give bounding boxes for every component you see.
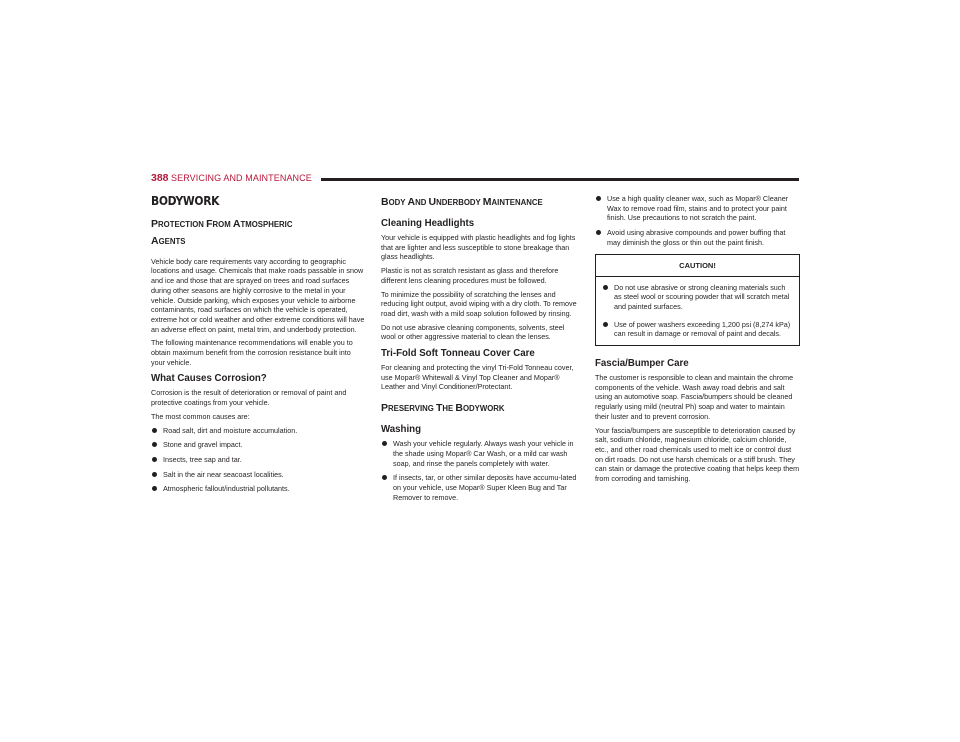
wax-list <box>595 194 800 248</box>
corrosion-heading: What Causes Corrosion? <box>151 373 267 385</box>
caution-title: CAUTION! <box>596 255 799 277</box>
list-item: Avoid using abrasive compounds and power buffing that may diminish the gloss or thin out the paint finish. <box>595 228 800 247</box>
list-item: Wash your vehicle regularly. Always wash your vehicle in the shade using Mopar® Car Wash, or a mild car wash soap, and rinse the panels completely with water. <box>381 439 579 468</box>
body-maintenance-heading: BODY AND UNDERBODY MAINTENANCE <box>381 196 543 208</box>
list-item: Do not use abrasive or strong cleaning materials such as steel wool or scouring powder that will scratch metal and painted surfaces. <box>602 283 793 312</box>
washing-heading: Washing <box>381 424 422 436</box>
list-item: Road salt, dirt and moisture accumulation. <box>151 426 365 436</box>
preserving-heading: PRESERVING THE BODYWORK <box>381 402 505 415</box>
washing-list <box>381 439 579 502</box>
caution-list <box>602 283 793 340</box>
headlights-heading: Cleaning Headlights <box>381 218 475 229</box>
list-item: Use a high quality cleaner wax, such as Mopar® Cleaner Wax to remove road film, stains and to protect your paint finish. Use precautions to not scratch the paint. <box>595 194 800 223</box>
protection-para-2: The following maintenance recommendations will enable you to obtain maximum benefit from the corrosion resistance built into your vehicle. <box>151 338 353 367</box>
headlights-para-2: Plastic is not as scratch resistant as glass and therefore different lens cleaning procedures must be followed. <box>381 266 559 285</box>
caution-body <box>596 277 799 346</box>
column-right <box>595 194 800 488</box>
corrosion-para-2: The most common causes are: <box>151 411 250 421</box>
headlights-para-3: To minimize the possibility of scratching the lenses and reducing light output, avoid wiping with a dry cloth. To remove road dirt, wash with a mild soap solution followed by rinsing. <box>381 289 577 318</box>
fascia-para-2: Your fascia/bumpers are susceptible to deterioration caused by salt, sodium chloride, magnesium chloride, calcium chloride, etc., and other road chemicals used to melt ice or control dust on dirt roads. Do not use harsh chemicals or a stiff brush. They can stain or damage the protective coating that helps keep them from corroding and tarnishing. <box>595 425 800 484</box>
protection-para-1: Vehicle body care requirements vary according to geographic locations and usage. Chemicals that make roads passable in snow and ice and those that are sprayed on trees and road surfaces during other seasons are highly corrosive to the metal in your vehicle. Outside parking, which exposes your vehicle to airborne contaminants, road surfaces on which the vehicle is operated, extreme hot or cold weather and other extreme conditions will have an adverse effect on paint, metal trim, and underbody protection. <box>151 256 365 334</box>
list-item: Use of power washers exceeding 1,200 psi (8,274 kPa) can result in damage or removal of paint and decals. <box>602 320 793 339</box>
protection-heading: PROTECTION FROM ATMOSPHERIC AGENTS <box>151 217 293 247</box>
column-middle <box>381 194 579 507</box>
list-item: Insects, tree sap and tar. <box>151 455 365 465</box>
list-item: Atmospheric fallout/industrial pollutants. <box>151 484 365 494</box>
corrosion-para-1: Corrosion is the result of deterioration or removal of paint and protective coatings from your vehicle. <box>151 388 347 408</box>
page-number: 388 <box>151 172 169 184</box>
headlights-para-4: Do not use abrasive cleaning components, solvents, steel wool or other aggressive material to clean the lenses. <box>381 322 565 342</box>
header-rule <box>321 178 799 181</box>
caution-box <box>595 254 800 347</box>
tonneau-para-1: For cleaning and protecting the vinyl Tri-Fold Tonneau cover, use Mopar® Whitewall & Vinyl Top Cleaner and Mopar® Leather and Vinyl Conditioner/Protectant. <box>381 363 574 392</box>
list-item: Salt in the air near seacoast localities. <box>151 470 365 480</box>
page-header <box>151 172 799 186</box>
section-name: SERVICING AND MAINTENANCE <box>171 173 312 183</box>
headlights-para-1: Your vehicle is equipped with plastic headlights and fog lights that are lighter and less susceptible to stone breakage than glass headlights. <box>381 233 576 262</box>
list-item: Stone and gravel impact. <box>151 440 365 450</box>
corrosion-causes-list <box>151 426 365 495</box>
fascia-para-1: The customer is responsible to clean and maintain the chrome components of the vehicle. Wash away road debris and salt using an automotive soap. Fascia/bumpers should be cleaned regularly using mild (neutral Ph) soap and water to maintain their luster and to prevent corrosion. <box>595 373 794 421</box>
fascia-heading: Fascia/Bumper Care <box>595 358 689 370</box>
column-left <box>151 194 365 499</box>
list-item: If insects, tar, or other similar deposits have accumu-lated on your vehicle, use Mopar® Super Kleen Bug and Tar Remover to remove. <box>381 473 579 502</box>
tonneau-heading: Tri-Fold Soft Tonneau Cover Care <box>381 348 535 360</box>
bodywork-title: BODYWORK <box>151 193 220 208</box>
